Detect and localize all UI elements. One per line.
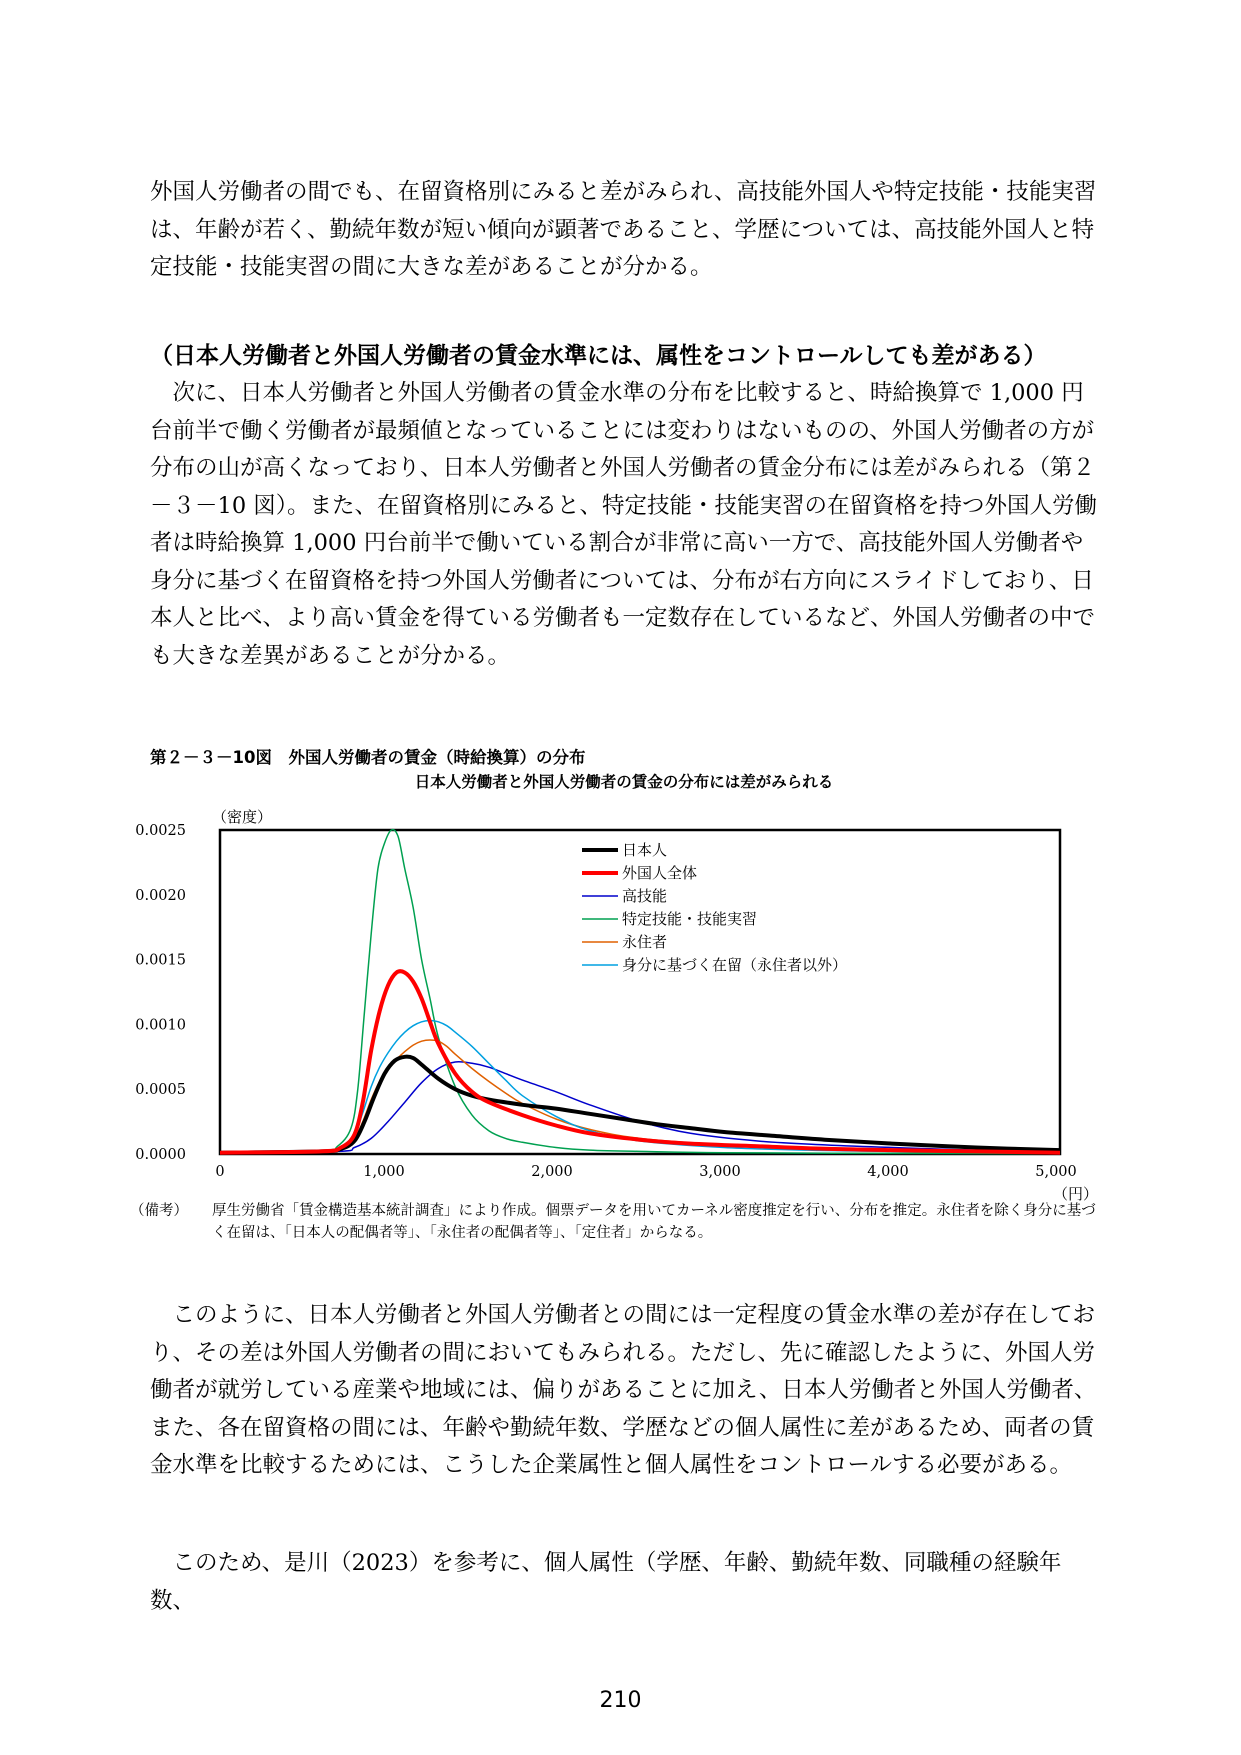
notes-text: 厚生労働省「賃金構造基本統計調査」により作成。個票データを用いてカーネル密度推定を行い、分布を推定。永住者を除く身分に基づく在留は、「日本人の配偶者等」、「永住者の配偶者等」、「定住者」からなる。	[212, 1203, 1096, 1241]
y-tick-label: 0.0015	[135, 952, 186, 969]
y-tick-label: 0.0010	[135, 1017, 186, 1034]
legend-label: 高技能	[622, 887, 668, 905]
legend-label: 外国人全体	[622, 864, 698, 882]
paragraph-3: このように、日本人労働者と外国人労働者との間には一定程度の賃金水準の差が存在しており、その差は外国人労働者の間においてもみられる。ただし、先に確認したように、外国人労働者が就労している産業や地域には、偏りがあることに加え、日本人労働者と外国人労働者、また、各在留資格の間には、年齢や勤続年数、学歴などの個人属性に差があるため、両者の賃金水準を比較するためには、こうした企業属性と個人属性をコントロールする必要がある。	[150, 1302, 1097, 1478]
x-tick-label: 3,000	[699, 1164, 741, 1180]
figure-title: 第２－３－10図 外国人労働者の賃金（時給換算）の分布	[150, 748, 586, 767]
paragraph-1: 外国人労働者の間でも、在留資格別にみると差がみられ、高技能外国人や特定技能・技能実習は、年齢が若く、勤続年数が短い傾向が顕著であること、学歴については、高技能外国人と特定技能・技能実習の間に大きな差があることが分かる。	[150, 179, 1097, 280]
paragraph-4: このため、是川（2023）を参考に、個人属性（学歴、年齢、勤続年数、同職種の経験年数、	[150, 1550, 1062, 1614]
x-tick-label: 1,000	[363, 1164, 405, 1180]
x-tick-label: 5,000	[1035, 1164, 1077, 1180]
paragraph-2: 次に、日本人労働者と外国人労働者の賃金水準の分布を比較すると、時給換算で 1,000 円台前半で働く労働者が最頻値となっていることには変わりはないものの、外国人労働者の方が分布の山が高くなっており、日本人労働者と外国人労働者の賃金分布には差がみられる（第２－３－10 図）。また、在留資格別にみると、特定技能・技能実習の在留資格を持つ外国人労働者は時給換算 1,000 円台前半で働いている割合が非常に高い一方で、高技能外国人労働者や身分に基づく在留資格を持つ外国人労働者については、分布が右方向にスライドしており、日本人と比べ、より高い賃金を得ている労働者も一定数存在しているなど、外国人労働者の中でも大きな差異があることが分かる。	[150, 380, 1098, 669]
x-axis-ticks	[215, 1164, 1076, 1180]
y-axis-label: （密度）	[212, 808, 273, 826]
x-axis-label: （円）	[1053, 1185, 1099, 1203]
y-tick-label: 0.0020	[135, 887, 186, 904]
figure-notes	[130, 1200, 1098, 1244]
x-tick-label: 0	[215, 1164, 225, 1180]
y-axis-ticks	[135, 823, 186, 1163]
density-chart	[120, 792, 1099, 1212]
x-tick-label: 4,000	[867, 1164, 909, 1180]
y-tick-label: 0.0000	[135, 1147, 186, 1163]
legend-label: 日本人	[622, 841, 668, 859]
x-tick-label: 2,000	[531, 1164, 573, 1180]
y-tick-label: 0.0005	[135, 1082, 186, 1099]
section-heading: （日本人労働者と外国人労働者の賃金水準には、属性をコントロールしても差がある）	[150, 343, 1047, 369]
page-number: 210	[599, 1688, 642, 1713]
legend-label: 永住者	[622, 933, 668, 951]
notes-label: （備考）	[130, 1203, 188, 1219]
y-tick-label: 0.0025	[135, 823, 186, 839]
legend-label: 身分に基づく在留（永住者以外）	[622, 956, 848, 974]
legend-label: 特定技能・技能実習	[622, 910, 758, 928]
figure-subtitle: 日本人労働者と外国人労働者の賃金の分布には差がみられる	[414, 773, 834, 791]
